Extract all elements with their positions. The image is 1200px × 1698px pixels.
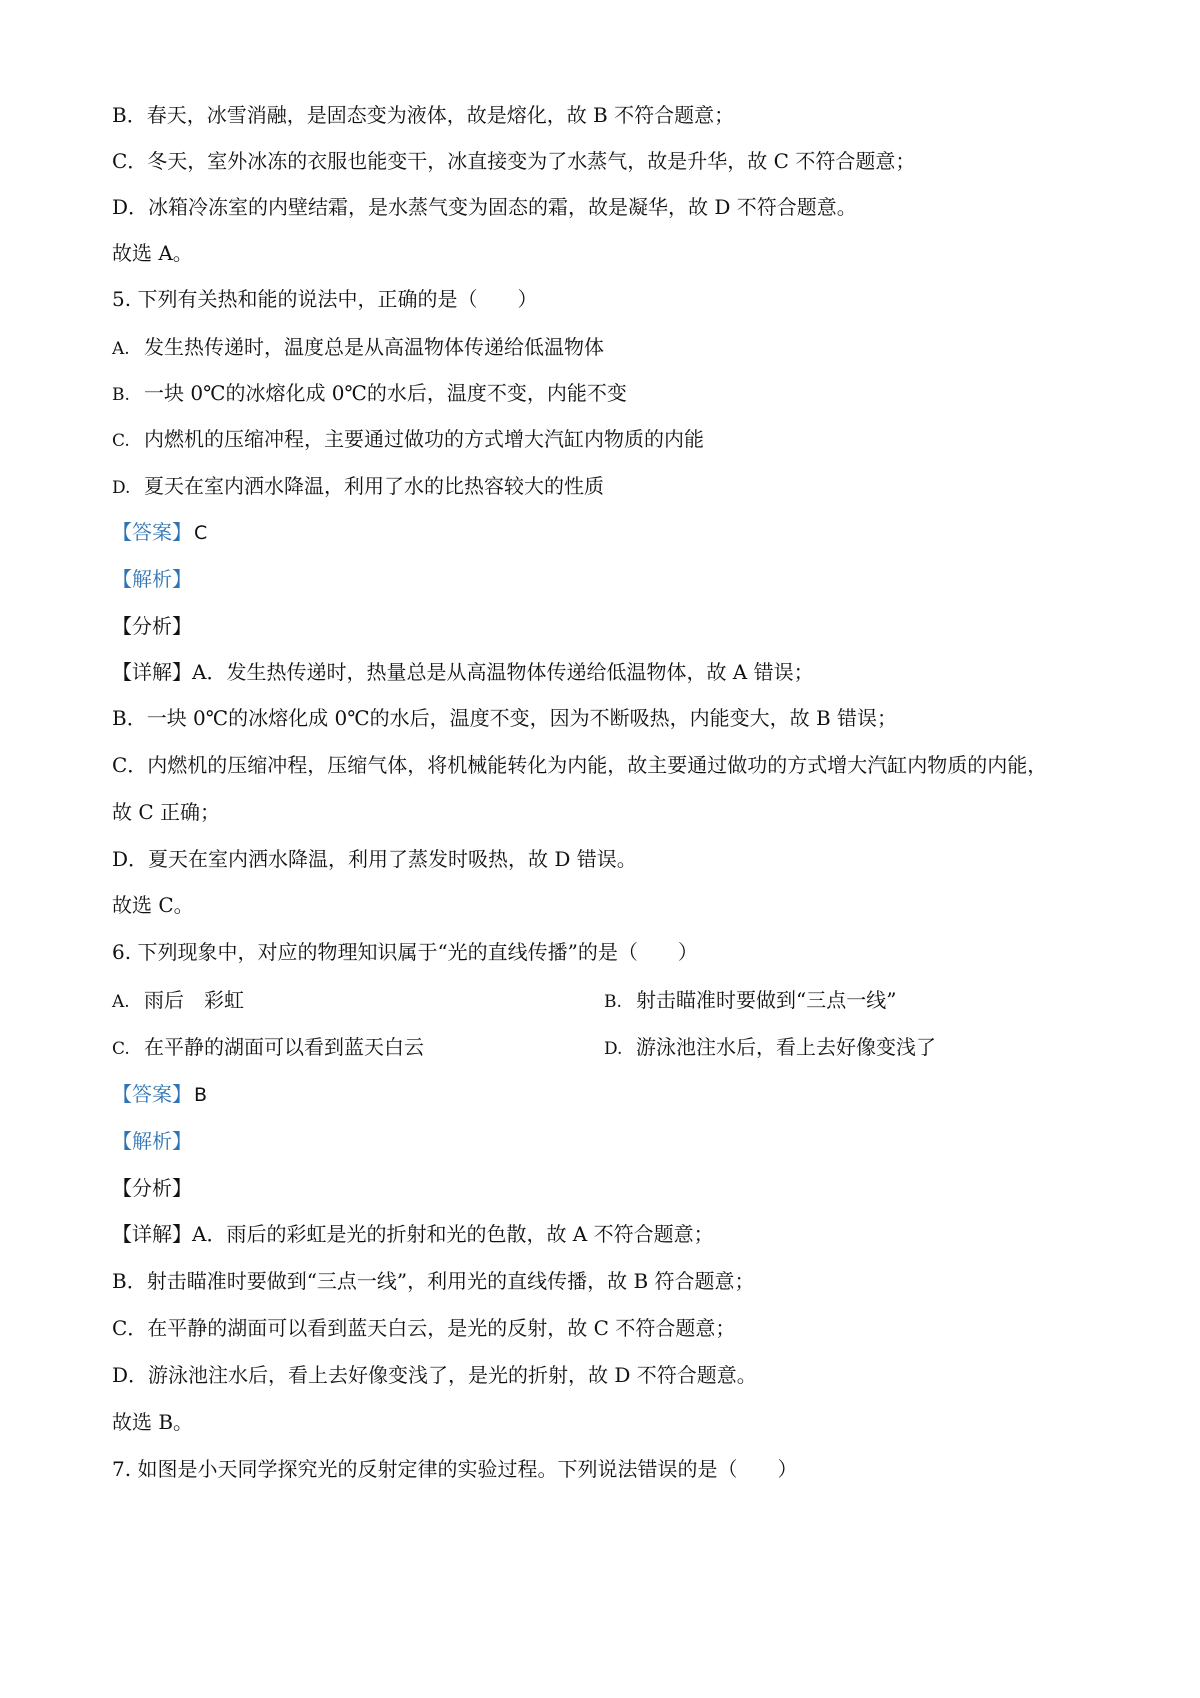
q6-jiexi-tag: 【解析】 xyxy=(112,1129,192,1153)
analysis-line-b: B．春天，冰雪消融，是固态变为液体，故是熔化，故 B 不符合题意； xyxy=(112,103,735,127)
q5-option-b-text: 一块 0℃的冰熔化成 0℃的水后，温度不变，内能不变 xyxy=(144,381,627,405)
q6-option-c-letter: C. xyxy=(112,1039,130,1059)
q6-option-a xyxy=(112,986,244,1016)
q5-detail-line: C．内燃机的压缩冲程，压缩气体，将机械能转化为内能，故主要通过做功的方式增大汽缸内物质的内能， xyxy=(112,753,1048,777)
q5-option-c xyxy=(112,425,704,455)
q5-option-c-text: 内燃机的压缩冲程，主要通过做功的方式增大汽缸内物质的内能 xyxy=(144,427,704,451)
q6-option-a-letter: A. xyxy=(112,992,130,1012)
q6-option-c-text: 在平静的湖面可以看到蓝天白云 xyxy=(144,1035,424,1059)
q6-fenxi-tag: 【分析】 xyxy=(112,1176,192,1200)
q7-stem: 7. 如图是小天同学探究光的反射定律的实验过程。下列说法错误的是（ ） xyxy=(112,1457,798,1481)
q5-detail-line: 故 C 正确； xyxy=(112,800,221,824)
q5-answer-value: C xyxy=(194,522,208,544)
q6-answer-tag: 【答案】 xyxy=(112,1082,192,1106)
q6-option-b-text: 射击瞄准时要做到“三点一线” xyxy=(636,988,897,1012)
q5-option-a xyxy=(112,333,604,363)
q5-answer xyxy=(112,518,207,547)
analysis-line-c: C．冬天，室外冰冻的衣服也能变干，冰直接变为了水蒸气，故是升华，故 C 不符合题意； xyxy=(112,149,916,173)
q6-detail-line: B．射击瞄准时要做到“三点一线”，利用光的直线传播，故 B 符合题意； xyxy=(112,1269,755,1293)
q6-option-d xyxy=(604,1033,936,1063)
q6-option-b xyxy=(604,986,896,1016)
q5-detail-line: B．一块 0℃的冰熔化成 0℃的水后，温度不变，因为不断吸热，内能变大，故 B 错误； xyxy=(112,706,898,730)
q5-option-d-text: 夏天在室内洒水降温，利用了水的比热容较大的性质 xyxy=(144,474,604,498)
q5-option-b xyxy=(112,379,627,409)
q6-option-d-letter: D. xyxy=(604,1039,623,1059)
q6-answer-value: B xyxy=(194,1084,208,1106)
q5-detail-line: D．夏天在室内洒水降温，利用了蒸发时吸热，故 D 错误。 xyxy=(112,847,637,871)
q6-option-b-letter: B. xyxy=(604,992,622,1012)
q6-option-d-text: 游泳池注水后，看上去好像变浅了 xyxy=(636,1035,936,1059)
conclusion-line: 故选 A。 xyxy=(112,241,193,265)
q5-option-a-text: 发生热传递时，温度总是从高温物体传递给低温物体 xyxy=(144,335,604,359)
q5-option-c-letter: C. xyxy=(112,431,130,451)
q5-detail-line: 【详解】A．发生热传递时，热量总是从高温物体传递给低温物体，故 A 错误； xyxy=(112,660,814,684)
q6-detail-line: D．游泳池注水后，看上去好像变浅了，是光的折射，故 D 不符合题意。 xyxy=(112,1363,757,1387)
q6-detail-line: 故选 B。 xyxy=(112,1410,194,1434)
q5-option-d-letter: D. xyxy=(112,478,131,498)
q6-answer xyxy=(112,1080,207,1109)
q5-option-d xyxy=(112,472,604,502)
q6-stem: 6. 下列现象中，对应的物理知识属于“光的直线传播”的是（ ） xyxy=(112,940,698,964)
q6-option-a-text: 雨后 彩虹 xyxy=(144,988,244,1012)
q6-option-c xyxy=(112,1033,424,1063)
q6-detail-line: C．在平静的湖面可以看到蓝天白云，是光的反射，故 C 不符合题意； xyxy=(112,1316,736,1340)
q5-answer-tag: 【答案】 xyxy=(112,520,192,544)
q5-detail-line: 故选 C。 xyxy=(112,893,194,917)
q5-option-a-letter: A. xyxy=(112,339,130,359)
analysis-line-d: D．冰箱冷冻室的内壁结霜，是水蒸气变为固态的霜，故是凝华，故 D 不符合题意。 xyxy=(112,195,857,219)
q6-detail-line: 【详解】A．雨后的彩虹是光的折射和光的色散，故 A 不符合题意； xyxy=(112,1222,714,1246)
q5-jiexi-tag: 【解析】 xyxy=(112,567,192,591)
q5-option-b-letter: B. xyxy=(112,385,130,405)
q5-fenxi-tag: 【分析】 xyxy=(112,614,192,638)
q5-stem: 5. 下列有关热和能的说法中，正确的是（ ） xyxy=(112,287,538,311)
